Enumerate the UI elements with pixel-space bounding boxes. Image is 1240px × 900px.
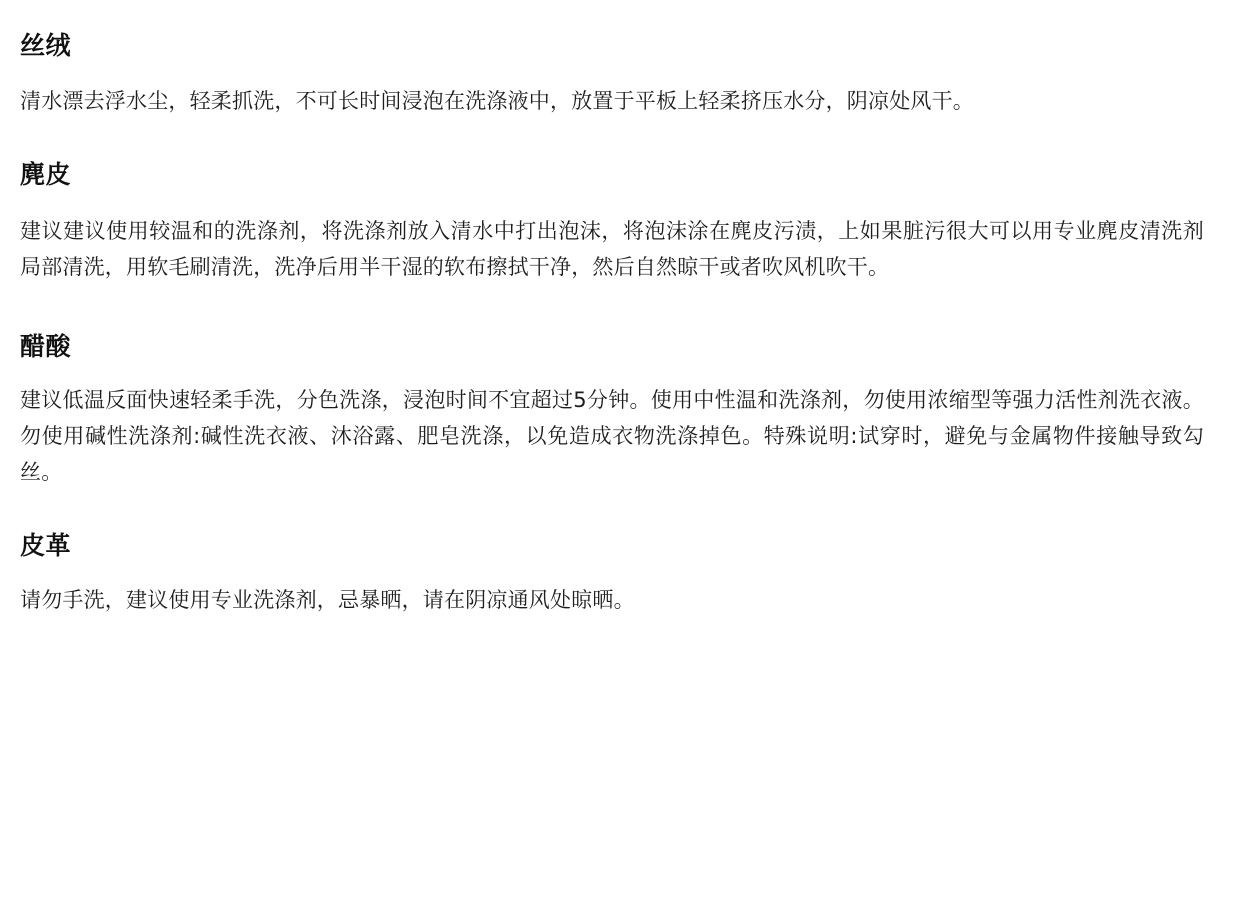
care-heading-suede: 麂皮 bbox=[20, 160, 72, 190]
care-heading-leather: 皮革 bbox=[20, 531, 72, 561]
care-section-acetate bbox=[20, 331, 1204, 491]
care-section-leather bbox=[20, 530, 1204, 617]
care-body-suede: 建议建议使用较温和的洗涤剂，将洗涤剂放入清水中打出泡沫，将泡沫涂在麂皮污渍，上如果脏污很大可以用专业麂皮清洗剂局部清洗，用软毛刷清洗，洗净后用半干湿的软布擦拭干净，然后自然晾干或者吹风机吹干。 bbox=[20, 218, 1204, 279]
care-section-suede bbox=[20, 159, 1204, 284]
care-body-acetate: 建议低温反面快速轻柔手洗，分色洗涤，浸泡时间不宜超过5分钟。使用中性温和洗涤剂，勿使用浓缩型等强力活性剂洗衣液。勿使用碱性洗涤剂:碱性洗衣液、沐浴露、肥皂洗涤，以免造成衣物洗涤掉色。特殊说明:试穿时，避免与金属物件接触导致勾丝。 bbox=[20, 388, 1204, 485]
care-body-silk-velvet: 清水漂去浮水尘，轻柔抓洗，不可长时间浸泡在洗涤液中，放置于平板上轻柔挤压水分，阴凉处风干。 bbox=[20, 89, 974, 114]
care-section-silk-velvet bbox=[20, 30, 1204, 119]
care-heading-acetate: 醋酸 bbox=[20, 331, 72, 361]
care-body-leather: 请勿手洗，建议使用专业洗涤剂，忌暴晒，请在阴凉通风处晾晒。 bbox=[20, 587, 635, 612]
care-heading-silk-velvet: 丝绒 bbox=[20, 31, 72, 60]
